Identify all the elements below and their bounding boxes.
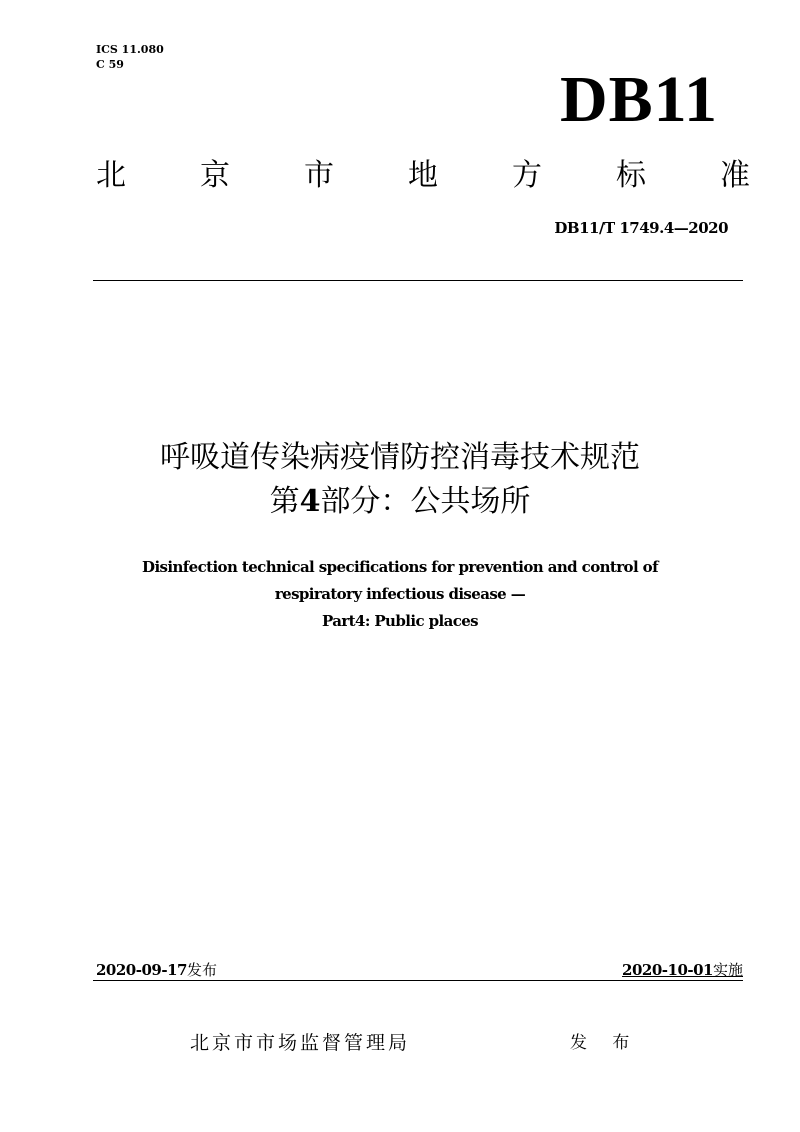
english-title xyxy=(40,554,760,635)
implement-date: 2020-10-01 xyxy=(622,961,713,979)
chinese-title-line2 xyxy=(0,480,800,524)
local-standard-char: 市 xyxy=(304,158,334,193)
part-suffix: 部分：公共场所 xyxy=(320,484,531,519)
english-title-line1: Disinfection technical specifications for prevention and control of xyxy=(142,558,658,576)
issuing-authority: 北京市市场监督管理局 xyxy=(190,1032,411,1054)
standard-number: DB11/T 1749.4—2020 xyxy=(554,219,728,237)
english-title-line3: Part4: Public places xyxy=(321,612,479,630)
chinese-title-line1: 呼吸道传染病疫情防控消毒技术规范 xyxy=(160,440,640,475)
publish-date-line xyxy=(96,960,217,980)
local-standard-heading xyxy=(96,156,750,196)
chinese-title xyxy=(0,436,800,524)
local-standard-char: 北 xyxy=(96,158,126,193)
local-standard-char: 方 xyxy=(512,158,542,193)
local-standard-char: 标 xyxy=(616,158,646,193)
part-number: 4 xyxy=(299,484,321,519)
local-standard-char: 京 xyxy=(200,158,230,193)
header-divider xyxy=(93,280,743,281)
standard-code: DB11 xyxy=(559,63,718,136)
ccs-code: C 59 xyxy=(96,58,124,71)
footer-divider xyxy=(93,980,743,981)
issue-label: 发 布 xyxy=(570,1033,640,1053)
publish-date: 2020-09-17 xyxy=(96,961,187,979)
implement-date-line xyxy=(622,960,743,980)
ics-code: ICS 11.080 xyxy=(96,43,164,56)
publish-label: 发布 xyxy=(186,961,217,979)
classification-codes xyxy=(96,42,164,72)
part-prefix: 第 xyxy=(269,484,300,519)
local-standard-char: 准 xyxy=(720,158,750,193)
english-title-line2: respiratory infectious disease — xyxy=(274,585,526,603)
local-standard-char: 地 xyxy=(408,158,438,193)
implement-label: 实施 xyxy=(712,961,743,979)
